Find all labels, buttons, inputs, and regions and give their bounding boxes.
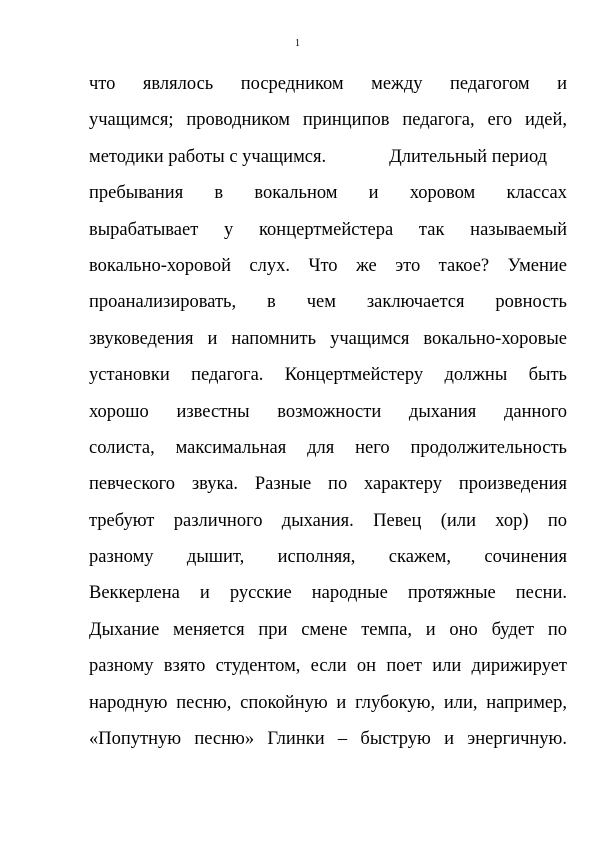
text-line-18: народную песню, спокойную и глубокую, или, например,: [89, 692, 567, 713]
paragraph-gap: [326, 139, 389, 175]
text-line-3-part-2: Длительный период: [389, 146, 548, 167]
text-line-5: вырабатывает у концертмейстера так называемый: [89, 219, 567, 240]
text-line-3-part-1: методики работы с учащимся.: [89, 146, 327, 167]
text-line-19: «Попутную песню» Глинки – быструю и энергичную.: [89, 729, 567, 750]
text-line-1: что являлось посредником между педагогом и: [89, 74, 567, 94]
text-line-9: установки педагога. Концертмейстеру должны быть: [89, 365, 567, 386]
text-line-12: певческого звука. Разные по характеру произведения: [89, 474, 567, 495]
text-line-13: требуют различного дыхания. Певец (или хор) по: [89, 510, 567, 531]
text-line-3: [89, 139, 567, 175]
body-text: [89, 66, 567, 757]
text-line-15: Веккерлена и русские народные протяжные песни.: [89, 583, 567, 604]
text-line-8: звуковедения и напомнить учащимся вокально-хоровые: [89, 328, 567, 349]
text-line-10: хорошо известны возможности дыхания данного: [89, 401, 567, 422]
text-line-7: проанализировать, в чем заключается ровность: [89, 292, 567, 313]
text-line-4: пребывания в вокальном и хоровом классах: [89, 183, 567, 204]
text-line-2: учащимся; проводником принципов педагога, его идей,: [89, 110, 567, 131]
text-line-6: вокально-хоровой слух. Что же это такое? Умение: [89, 255, 567, 276]
page-number: 1: [295, 38, 300, 49]
text-line-14: разному дышит, исполняя, скажем, сочинения: [89, 547, 567, 568]
text-line-17: разному взято студентом, если он поет или дирижирует: [89, 656, 567, 677]
text-line-16: Дыхание меняется при смене темпа, и оно будет по: [89, 619, 567, 640]
text-line-11: солиста, максимальная для него продолжительность: [89, 437, 567, 458]
